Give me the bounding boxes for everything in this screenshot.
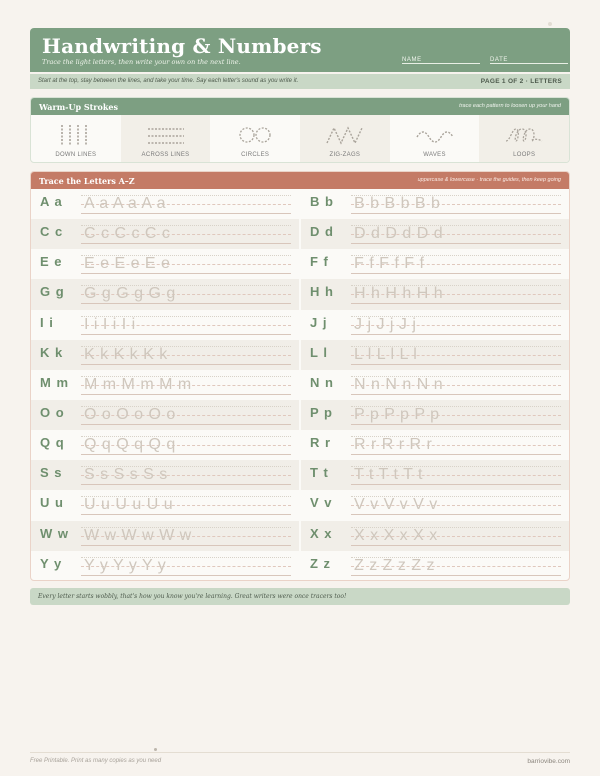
writing-lines[interactable]	[81, 430, 291, 460]
letter-row	[301, 340, 569, 370]
letter-row	[301, 370, 569, 400]
letter-row	[31, 430, 299, 460]
base-line	[351, 394, 561, 395]
letter-row	[301, 310, 569, 340]
letter-label: R r	[310, 435, 332, 451]
trace-guide-letters: M m M m M m	[84, 375, 192, 393]
page-subtitle: Trace the light letters, then write your own on the next line.	[42, 58, 241, 66]
letter-row	[31, 279, 299, 309]
trace-guide-letters: S s S s S s	[84, 466, 168, 484]
base-line	[351, 364, 561, 365]
base-line	[81, 575, 291, 576]
circles-icon	[235, 123, 275, 147]
trace-guide-letters: T t T t T t	[354, 466, 423, 484]
letter-row	[31, 249, 299, 279]
letter-label: G g	[40, 284, 65, 300]
letter-label: X x	[310, 525, 333, 541]
writing-lines[interactable]	[81, 370, 291, 400]
instructions-text: Start at the top, stay between the lines, and take your time. Say each letter's sound as you write it.	[38, 78, 299, 84]
waves-icon	[415, 123, 455, 147]
warmup-label: WAVES	[423, 152, 446, 158]
trace-guide-letters: X x X x X x	[354, 526, 438, 544]
trace-guide-letters: I i I i I i	[84, 315, 136, 333]
letter-label: W w	[40, 525, 69, 541]
writing-lines[interactable]	[351, 340, 561, 370]
base-line	[351, 243, 561, 244]
letter-label: K k	[40, 344, 64, 360]
writing-lines[interactable]	[351, 219, 561, 249]
letter-row	[301, 460, 569, 490]
dot-mark	[154, 748, 157, 751]
base-line	[81, 243, 291, 244]
letter-label: U u	[40, 495, 64, 511]
warmup-label: DOWN LINES	[55, 152, 97, 158]
instructions-bar	[30, 74, 570, 89]
trace-guide-letters: B b B b B b	[354, 195, 441, 212]
base-line	[351, 334, 561, 335]
writing-lines[interactable]	[81, 340, 291, 370]
base-line	[351, 454, 561, 455]
trace-header	[31, 172, 569, 189]
footer-divider	[30, 752, 570, 753]
trace-guide-letters: G g G g G g	[84, 285, 176, 303]
writing-lines[interactable]	[351, 521, 561, 551]
warmup-across-lines	[121, 115, 211, 162]
letter-row	[301, 219, 569, 249]
letter-label: T t	[310, 465, 329, 481]
writing-lines[interactable]	[81, 460, 291, 490]
trace-guide-letters: W w W w W w	[84, 526, 192, 544]
writing-lines[interactable]	[81, 249, 291, 279]
writing-lines[interactable]	[351, 279, 561, 309]
writing-lines[interactable]	[351, 249, 561, 279]
base-line	[351, 213, 561, 214]
trace-guide-letters: N n N n N n	[354, 375, 444, 393]
letter-row	[301, 189, 569, 219]
base-line	[351, 575, 561, 576]
encouragement-text: Every letter starts wobbly, that's how you know you're learning. Great writers were once tracers too!	[38, 593, 347, 600]
warmup-loops	[479, 115, 569, 162]
warmup-label: LOOPS	[513, 152, 536, 158]
trace-guide-letters: D d D d D d	[354, 225, 444, 243]
letter-row	[301, 521, 569, 551]
worksheet-header	[30, 28, 570, 72]
base-line	[351, 303, 561, 304]
letter-row	[31, 400, 299, 430]
writing-lines[interactable]	[81, 400, 291, 430]
date-label: DATE	[490, 57, 508, 63]
base-line	[81, 334, 291, 335]
page-indicator: PAGE 1 OF 2 · LETTERS	[480, 77, 562, 85]
trace-guide-letters: V v V v V v	[354, 496, 438, 514]
trace-guide-letters: C c C c C c	[84, 225, 171, 243]
writing-lines[interactable]	[81, 310, 291, 340]
trace-guide-letters: K k K k K k	[84, 345, 168, 363]
base-line	[351, 514, 561, 515]
letter-label: Z z	[310, 555, 332, 571]
trace-guide-letters: L l L l L l	[354, 345, 418, 363]
writing-lines[interactable]	[81, 521, 291, 551]
warmup-cells	[31, 115, 569, 162]
writing-lines[interactable]	[81, 551, 291, 581]
trace-guide-letters: O o O o O o	[84, 405, 176, 423]
warmup-section	[30, 97, 570, 163]
letter-label: H h	[310, 284, 334, 300]
writing-lines[interactable]	[351, 551, 561, 581]
letter-label: Y y	[40, 555, 63, 571]
footer-note: Free Printable. Print as many copies as you need	[30, 758, 162, 764]
letter-label: M m	[40, 374, 69, 390]
warmup-circles	[210, 115, 300, 162]
letter-row	[301, 490, 569, 520]
base-line	[351, 273, 561, 274]
letter-label: Q q	[40, 435, 65, 451]
trace-guide-letters: J j J j J j	[354, 315, 417, 333]
footer-site: barriovibe.com	[527, 758, 570, 765]
writing-lines[interactable]	[351, 490, 561, 520]
base-line	[81, 545, 291, 546]
date-field[interactable]	[490, 48, 568, 64]
base-line	[81, 273, 291, 274]
letter-row	[31, 370, 299, 400]
letter-label: J j	[310, 314, 328, 330]
down-lines-icon	[58, 123, 94, 147]
trace-guide-letters: E e E e E e	[84, 255, 171, 273]
letter-label: I i	[40, 314, 54, 330]
trace-column-right	[301, 189, 569, 581]
letter-row	[31, 521, 299, 551]
across-lines-icon	[146, 123, 186, 147]
letter-row	[31, 551, 299, 581]
writing-lines[interactable]	[81, 279, 291, 309]
letter-row	[301, 249, 569, 279]
writing-lines[interactable]	[351, 460, 561, 490]
trace-guide-letters: U u U u U u	[84, 496, 174, 514]
letter-row	[31, 219, 299, 249]
letter-label: E e	[40, 254, 63, 270]
encouragement-bar	[30, 588, 570, 605]
letter-row	[301, 400, 569, 430]
base-line	[81, 364, 291, 365]
loops-icon	[504, 123, 544, 147]
warmup-label: ACROSS LINES	[141, 152, 190, 158]
trace-section	[30, 171, 570, 581]
letter-label: L l	[310, 344, 328, 360]
trace-guide-letters: F f F f F f	[354, 255, 425, 273]
warmup-zigzags	[300, 115, 390, 162]
writing-lines[interactable]	[81, 189, 291, 219]
letter-label: N n	[310, 374, 334, 390]
trace-guide-letters: H h H h H h	[354, 285, 444, 303]
letter-row	[31, 340, 299, 370]
warmup-label: CIRCLES	[241, 152, 270, 158]
trace-title: Trace the Letters A–Z	[39, 175, 135, 186]
writing-lines[interactable]	[81, 219, 291, 249]
writing-lines[interactable]	[351, 430, 561, 460]
name-field[interactable]	[402, 48, 480, 64]
trace-guide-letters: A a A a A a	[84, 195, 167, 212]
base-line	[351, 545, 561, 546]
page-title: Handwriting & Numbers	[42, 34, 322, 58]
trace-guide-letters: Y y Y y Y y	[84, 556, 167, 574]
warmup-down-lines	[31, 115, 121, 162]
name-label: NAME	[402, 57, 422, 63]
letter-row	[31, 460, 299, 490]
base-line	[81, 514, 291, 515]
trace-guide-letters: Z z Z z Z z	[354, 556, 436, 574]
base-line	[351, 424, 561, 425]
letter-row	[301, 279, 569, 309]
letter-label: A a	[40, 194, 63, 209]
letter-row	[31, 310, 299, 340]
warmup-note: trace each pattern to loosen up your hand	[459, 103, 561, 109]
trace-guide-letters: R r R r R r	[354, 436, 433, 454]
letter-label: C c	[40, 224, 64, 240]
trace-note: uppercase & lowercase · trace the guides, then keep going	[417, 177, 561, 183]
writing-lines[interactable]	[351, 189, 561, 219]
letter-label: O o	[40, 404, 65, 420]
letter-row	[31, 490, 299, 520]
trace-guide-letters: P p P p P p	[354, 405, 440, 423]
warmup-label: ZIG-ZAGS	[329, 152, 361, 158]
corner-mark	[548, 22, 552, 26]
warmup-title: Warm-Up Strokes	[39, 101, 118, 112]
base-line	[81, 424, 291, 425]
warmup-header	[31, 98, 569, 115]
writing-lines[interactable]	[351, 310, 561, 340]
writing-lines[interactable]	[351, 400, 561, 430]
letter-row	[301, 551, 569, 581]
letter-label: F f	[310, 254, 329, 270]
writing-lines[interactable]	[81, 490, 291, 520]
base-line	[81, 303, 291, 304]
letter-label: P p	[310, 404, 333, 420]
letter-row	[31, 189, 299, 219]
trace-guide-letters: Q q Q q Q q	[84, 436, 176, 454]
letter-label: D d	[310, 224, 334, 240]
zigzag-icon	[325, 123, 365, 147]
base-line	[81, 484, 291, 485]
base-line	[351, 484, 561, 485]
letter-label: B b	[310, 194, 334, 209]
trace-column-left	[31, 189, 299, 581]
base-line	[81, 213, 291, 214]
base-line	[81, 394, 291, 395]
base-line	[81, 454, 291, 455]
letter-label: V v	[310, 495, 333, 511]
letter-label: S s	[40, 465, 63, 481]
warmup-waves	[390, 115, 480, 162]
writing-lines[interactable]	[351, 370, 561, 400]
letter-row	[301, 430, 569, 460]
